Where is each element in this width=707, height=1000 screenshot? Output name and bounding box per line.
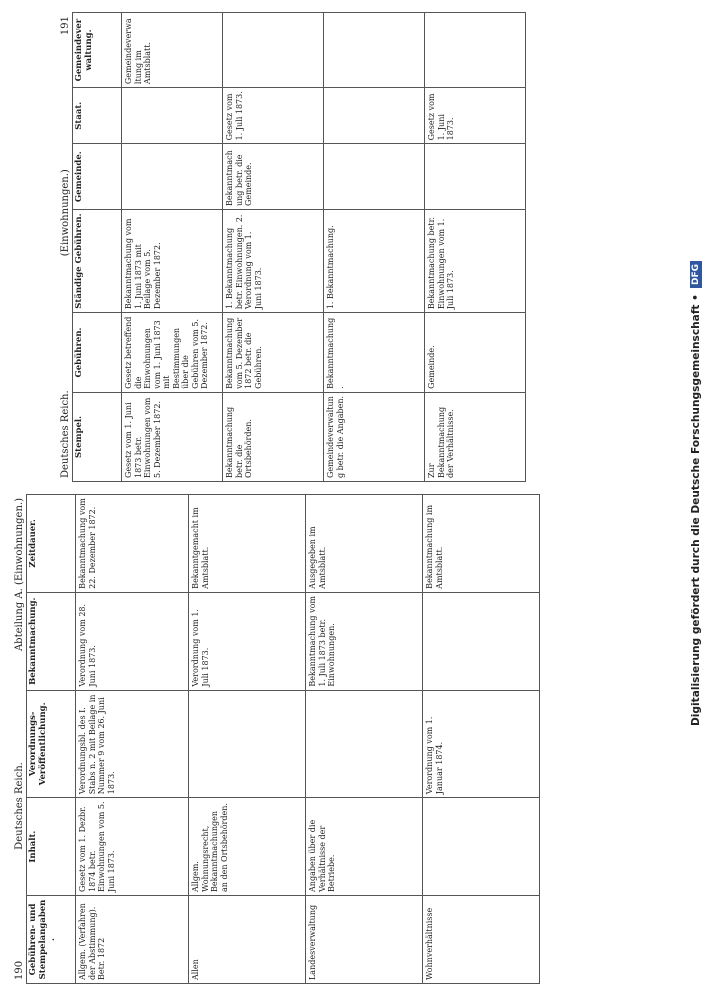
right-page-subtitle: (Einwohnungen.) xyxy=(60,169,71,257)
table-cell: Gesetz vom 1. Juli 1873. xyxy=(223,88,324,144)
right-header-cell: Ständige Gebühren. xyxy=(73,210,122,313)
left-header-cell: Verordnungs-Veröffentlichung. xyxy=(27,690,76,798)
table-cell: Bekanntgemacht im Amtsblatt. xyxy=(189,495,306,593)
table-cell: Bekanntmachung im Amtsblatt. xyxy=(423,495,540,593)
table-cell xyxy=(423,592,540,690)
left-table xyxy=(26,494,540,984)
table-cell: Allgem. Wohnungsrecht, Bekanntmachungen an den Ortsbehörden. xyxy=(189,798,306,896)
table-cell: Bekanntmachung vom 1. Juli 1873 betr. Einwohnungen. xyxy=(306,592,423,690)
table-cell xyxy=(122,144,223,210)
right-page-title: Deutsches Reich. xyxy=(60,390,71,478)
table-cell: Allen xyxy=(189,895,306,983)
table-cell: Verordnung vom 1. Juli 1873. xyxy=(189,592,306,690)
left-table-block xyxy=(14,494,534,984)
left-page-subtitle: Abteilung A. (Einwohnungen.) xyxy=(14,498,25,652)
table-cell: Bekanntmachung betr. Einwohnungen vom 1. Juli 1873. xyxy=(425,210,526,313)
table-cell: Gesetz vom 1. Juni 1873 betr. Einwohnungen vom 5. Dezember 1872. xyxy=(122,392,223,481)
table-cell: Landesverwaltung xyxy=(306,895,423,983)
table-cell: Gemeindeverwaltung betr. die Angaben. xyxy=(324,392,425,481)
table-cell: Verordnung vom 1. Januar 1874. xyxy=(423,690,540,798)
table-cell xyxy=(324,88,425,144)
right-header-cell: Gebühren. xyxy=(73,313,122,393)
table-cell: Angaben über die Verhältnisse der Betriebe. xyxy=(306,798,423,896)
left-page-header xyxy=(14,494,26,984)
table-cell: Bekanntmachung betr. die Gemeinde. xyxy=(223,144,324,210)
table-row xyxy=(423,495,540,984)
left-page-number: 190 xyxy=(14,960,25,980)
table-cell: Gemeindeverwaltung im Amtsblatt. xyxy=(122,13,223,88)
dfg-logo-icon: DFG xyxy=(690,261,702,288)
table-cell: Bekanntmachung betr. die Ortsbehörden. xyxy=(223,392,324,481)
table-row xyxy=(324,13,425,482)
left-table-header-row xyxy=(27,495,76,984)
dfg-banner-text: Digitalisierung gefördert durch die Deutsche Forschungsgemeinschaft • xyxy=(690,294,702,726)
table-row xyxy=(223,13,324,482)
left-page-title: Deutsches Reich. xyxy=(14,762,25,850)
table-row xyxy=(306,495,423,984)
table-cell: Ausgegeben im Amtsblatt. xyxy=(306,495,423,593)
table-cell: Gemeinde. xyxy=(425,313,526,393)
right-page-header xyxy=(60,12,72,482)
table-cell xyxy=(423,798,540,896)
left-header-cell: Inhalt. xyxy=(27,798,76,896)
right-table-block xyxy=(60,12,632,482)
left-header-cell: Bekanntmachung. xyxy=(27,592,76,690)
table-cell: Bekanntmachung vom 22. Dezember 1872. xyxy=(76,495,189,593)
table-cell: Bekanntmachung vom 1. Juni 1873 mit Beilage vom 5. Dezember 1872. xyxy=(122,210,223,313)
table-cell: Bekanntmachung vom 5. Dezember 1872 betr. die Gebühren. xyxy=(223,313,324,393)
dfg-banner xyxy=(686,4,706,996)
table-cell xyxy=(425,144,526,210)
right-table xyxy=(72,12,526,482)
table-cell xyxy=(324,13,425,88)
table-cell xyxy=(122,88,223,144)
table-cell xyxy=(223,13,324,88)
table-cell: Wohnverhältnisse xyxy=(423,895,540,983)
left-header-cell: Zeitdauer. xyxy=(27,495,76,593)
right-header-cell: Gemeinde. xyxy=(73,144,122,210)
table-cell: Verordnungsbl. des I. Stabs n. 2 mit Beilage in Nummer 9 vom 26. Juni 1873. xyxy=(76,690,189,798)
table-cell: 1. Bekanntmachung. xyxy=(324,210,425,313)
left-header-cell: Gebühren- und Stempelangaben. xyxy=(27,895,76,983)
table-cell: Allgem. (Verfahren der Abstimmung). Betr. 1872 xyxy=(76,895,189,983)
table-cell xyxy=(306,690,423,798)
table-cell xyxy=(425,13,526,88)
table-cell xyxy=(189,690,306,798)
right-table-header-row xyxy=(73,13,122,482)
table-cell: Bekanntmachung. xyxy=(324,313,425,393)
table-cell: Zur Bekanntmachung der Verhältnisse. xyxy=(425,392,526,481)
table-cell: Gesetz vom 1. Dezbr. 1874 betr. Einwohnungen vom 5. Juni 1873. xyxy=(76,798,189,896)
right-header-cell: Gemeindeverwaltung. xyxy=(73,13,122,88)
table-cell: Gesetz betreffend die Einwohnungen vom 1. Juni 1873 mit Bestimmungen über die Gebühren vom 5. Dezember 1872. xyxy=(122,313,223,393)
table-cell: Gesetz vom 1. Juni 1873. xyxy=(425,88,526,144)
table-cell: 1. Bekanntmachung betr. Einwohnungen. 2. Verordnung vom 1. Juni 1873. xyxy=(223,210,324,313)
table-row xyxy=(122,13,223,482)
table-row xyxy=(189,495,306,984)
table-cell: Verordnung vom 28. Juni 1873. xyxy=(76,592,189,690)
right-page-number: 191 xyxy=(60,16,71,36)
table-cell xyxy=(324,144,425,210)
right-header-cell: Stempel. xyxy=(73,392,122,481)
table-row xyxy=(76,495,189,984)
right-header-cell: Staat. xyxy=(73,88,122,144)
table-row xyxy=(425,13,526,482)
